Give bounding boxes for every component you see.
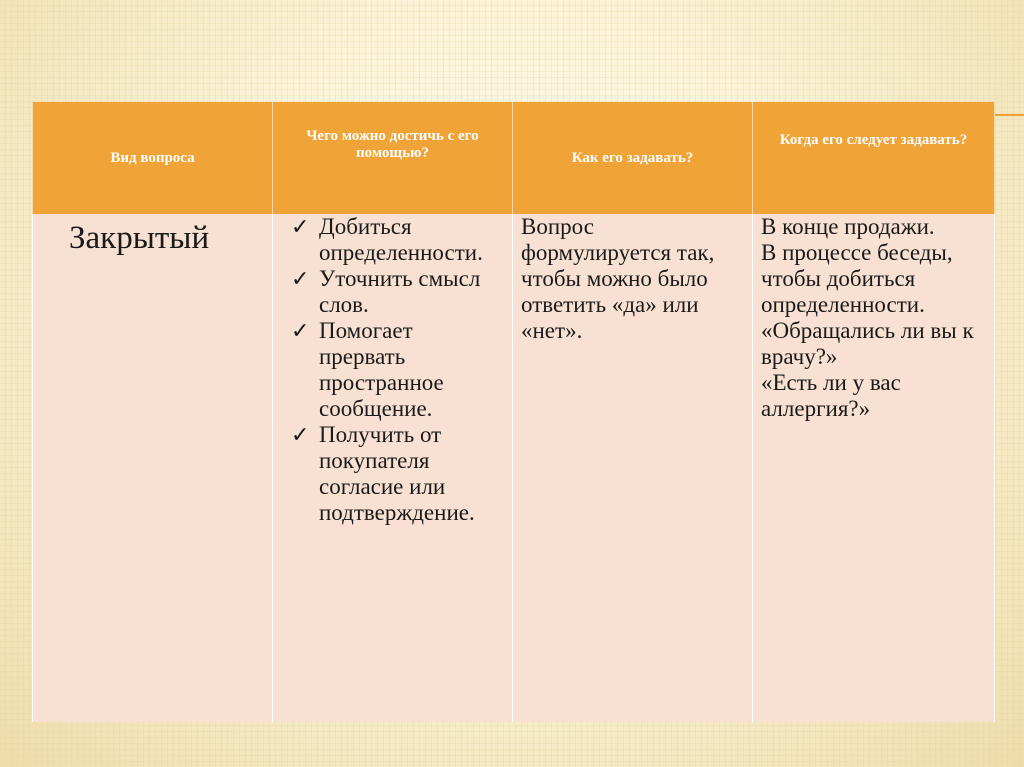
question-type-name: Закрытый — [69, 220, 210, 256]
header-question-type: Вид вопроса — [33, 102, 273, 214]
list-item: ✓ Помогает прервать пространное сообщение. — [291, 318, 444, 421]
cell-how-to-ask — [513, 214, 753, 722]
cell-question-type — [33, 214, 273, 722]
header-when-to-ask: Когда его следует задавать? — [753, 102, 995, 214]
how-to-ask-text: Вопрос формулируется так, чтобы можно было ответить «да» или «нет». — [521, 214, 715, 343]
table-row — [33, 214, 995, 722]
decorative-accent-line — [993, 114, 1024, 116]
goals-list — [281, 214, 504, 526]
header-how-to-ask: Как его задавать? — [513, 102, 753, 214]
checkmark-icon: ✓ — [291, 422, 310, 447]
checkmark-icon: ✓ — [291, 318, 310, 343]
header-what-achieved: Чего можно достичь с его помощью? — [273, 102, 513, 214]
list-item: ✓ Добиться определенности. — [291, 214, 483, 265]
checkmark-icon: ✓ — [291, 266, 310, 291]
list-item: ✓ Получить от покупателя согласие или подтверждение. — [291, 422, 475, 525]
list-item: ✓ Уточнить смысл слов. — [291, 266, 481, 317]
table-header-row — [33, 102, 995, 214]
question-types-table — [32, 102, 995, 722]
cell-when-to-ask — [753, 214, 995, 722]
when-to-ask-text: В конце продажи. В процессе беседы, чтобы добиться определенности. «Обращались ли вы к врачу?» «Есть ли у вас аллергия?» — [761, 214, 974, 421]
checkmark-icon: ✓ — [291, 214, 310, 239]
cell-goals — [273, 214, 513, 722]
